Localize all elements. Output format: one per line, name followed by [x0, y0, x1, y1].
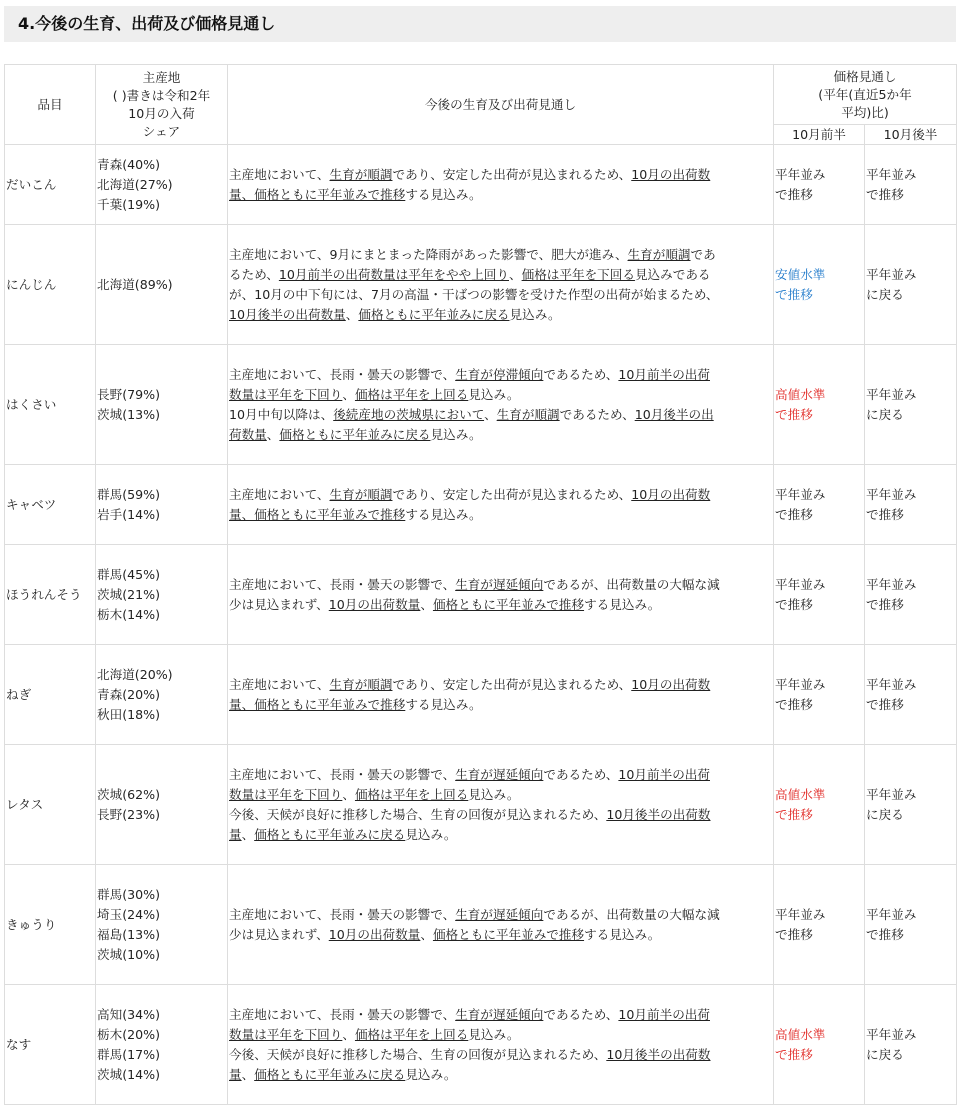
outlook-text: であ [690, 246, 716, 262]
outlook-highlight: 荷数量 [229, 426, 267, 442]
area-share: 千葉(19%) [97, 196, 161, 212]
price-line: 高値水準 [775, 786, 826, 802]
growth-outlook [228, 985, 774, 1105]
area-share: 茨城(21%) [97, 586, 161, 602]
outlook-line [229, 425, 772, 445]
outlook-line [229, 305, 772, 325]
outlook-text: であるため、 [559, 406, 635, 422]
outlook-text: 見込み。 [509, 306, 561, 322]
table-header-row [5, 65, 957, 125]
outlook-highlight: 生育が順調 [627, 246, 691, 262]
outlook-text: であるが、出荷数量の大幅な減 [543, 906, 720, 922]
outlook-line [229, 765, 772, 785]
growth-outlook [228, 145, 774, 225]
item-name: にんじん [5, 225, 96, 345]
price-line: 平年並み [866, 576, 917, 592]
outlook-highlight: 量 [229, 826, 242, 842]
price-line: 平年並み [775, 576, 826, 592]
outlook-text: する見込み。 [584, 596, 661, 612]
outlook-text: であり、安定した出荷が見込まれるため、 [392, 166, 632, 182]
price-line: 平年並み [866, 676, 917, 692]
growth-outlook [228, 645, 774, 745]
price-line: で推移 [775, 286, 813, 302]
outlook-line [229, 385, 772, 405]
outlook-text: であるため、 [543, 1006, 619, 1022]
price-line: 高値水準 [775, 1026, 826, 1042]
outlook-text: 、 [420, 926, 433, 942]
outlook-highlight: 価格は平年を下回る [521, 266, 635, 282]
price-line: で推移 [866, 926, 904, 942]
outlook-line [229, 785, 772, 805]
outlook-highlight: 価格ともに平年並みに戻る [279, 426, 431, 442]
item-name: レタス [5, 745, 96, 865]
area-share: 福島(13%) [97, 926, 161, 942]
outlook-highlight: 量、価格ともに平年並みで推移 [229, 506, 406, 522]
area-share: 北海道(27%) [97, 176, 173, 192]
production-areas [96, 985, 228, 1105]
outlook-text: 、 [342, 786, 355, 802]
price-second-half [865, 345, 957, 465]
header-area-line: ( )書きは令和2年 [112, 87, 211, 103]
header-item: 品目 [5, 65, 96, 145]
outlook-highlight: 10月後半の出荷数 [606, 1046, 711, 1062]
price-first-half [774, 545, 865, 645]
price-line: 平年並み [866, 486, 917, 502]
production-areas [96, 345, 228, 465]
price-first-half [774, 645, 865, 745]
outlook-highlight: 価格ともに平年並みに戻る [254, 826, 406, 842]
price-line: 平年並み [775, 486, 826, 502]
price-line: で推移 [775, 186, 813, 202]
table-row [5, 865, 957, 985]
outlook-line [229, 595, 772, 615]
outlook-text: 主産地において、長雨・曇天の影響で、 [229, 906, 456, 922]
table-row [5, 745, 957, 865]
header-area [96, 65, 228, 145]
outlook-text: 主産地において、 [229, 486, 330, 502]
outlook-text: 、 [342, 386, 355, 402]
outlook-highlight: 生育が停滞傾向 [455, 366, 544, 382]
price-second-half [865, 645, 957, 745]
price-first-half [774, 865, 865, 985]
price-line: に戻る [866, 286, 904, 302]
table-row [5, 225, 957, 345]
outlook-highlight: 数量は平年を下回り [229, 1026, 343, 1042]
outlook-line [229, 245, 772, 265]
outlook-highlight: 価格ともに平年並みで推移 [432, 596, 585, 612]
price-line: 平年並み [866, 786, 917, 802]
table-row [5, 545, 957, 645]
outlook-line [229, 165, 772, 185]
header-price-line: 価格見通し [833, 68, 897, 84]
outlook-line [229, 905, 772, 925]
outlook-highlight: 生育が順調 [329, 486, 393, 502]
price-line: 平年並み [775, 676, 826, 692]
outlook-highlight: 10月後半の出荷数量 [229, 306, 346, 322]
table-row [5, 985, 957, 1105]
outlook-highlight: 価格ともに平年並みで推移 [432, 926, 585, 942]
area-share: 栃木(20%) [97, 1026, 161, 1042]
outlook-text: 、 [345, 306, 359, 322]
outlook-line [229, 405, 772, 425]
growth-outlook [228, 745, 774, 865]
price-first-half [774, 225, 865, 345]
growth-outlook [228, 545, 774, 645]
price-first-half [774, 145, 865, 225]
price-line: で推移 [866, 186, 904, 202]
table-row [5, 645, 957, 745]
production-areas [96, 465, 228, 545]
price-first-half [774, 345, 865, 465]
outlook-highlight: 生育が遅延傾向 [455, 906, 544, 922]
outlook-highlight: 10月の出荷数 [631, 486, 711, 502]
outlook-text: であり、安定した出荷が見込まれるため、 [392, 486, 632, 502]
price-line: で推移 [775, 926, 813, 942]
outlook-text: 見込み。 [468, 1026, 520, 1042]
outlook-highlight: 10月の出荷数 [631, 166, 711, 182]
outlook-highlight: 生育が遅延傾向 [455, 766, 544, 782]
price-line: で推移 [775, 406, 813, 422]
outlook-text: が、10月の中下旬には、7月の高温・干ばつの影響を受けた作型の出荷が始まるため、 [229, 286, 719, 302]
outlook-line [229, 695, 772, 715]
area-share: 長野(23%) [97, 806, 161, 822]
outlook-text: 主産地において、長雨・曇天の影響で、 [229, 576, 456, 592]
outlook-highlight: 10月前半の出荷 [618, 766, 710, 782]
area-share: 高知(34%) [97, 1006, 161, 1022]
growth-outlook [228, 345, 774, 465]
outlook-text: であるため、 [543, 366, 619, 382]
area-share: 埼玉(24%) [97, 906, 161, 922]
section-title: 4.今後の生育、出荷及び価格見通し [4, 6, 956, 42]
area-share: 岩手(14%) [97, 506, 161, 522]
area-share: 群馬(45%) [97, 566, 161, 582]
header-price-line: (平年(直近5か年 [818, 86, 912, 102]
outlook-text: 主産地において、 [229, 676, 330, 692]
outlook-highlight: 10月後半の出 [634, 406, 714, 422]
price-line: で推移 [775, 596, 813, 612]
outlook-highlight: 10月前半の出荷 [618, 366, 710, 382]
outlook-highlight: 価格は平年を上回る [354, 786, 469, 802]
outlook-highlight: 生育が遅延傾向 [455, 1006, 544, 1022]
outlook-line [229, 805, 772, 825]
header-outlook: 今後の生育及び出荷見通し [228, 65, 774, 145]
outlook-highlight: 生育が順調 [329, 166, 393, 182]
table-row [5, 465, 957, 545]
outlook-text: 今後、天候が良好に推移した場合、生育の回復が見込まれるため、 [229, 806, 607, 822]
outlook-text: 少は見込まれず、 [229, 926, 329, 942]
production-areas [96, 225, 228, 345]
outlook-highlight: 10月の出荷数 [631, 676, 711, 692]
outlook-text: 今後、天候が良好に推移した場合、生育の回復が見込まれるため、 [229, 1046, 607, 1062]
outlook-line [229, 365, 772, 385]
area-share: 群馬(59%) [97, 486, 161, 502]
table-row [5, 145, 957, 225]
price-second-half [865, 985, 957, 1105]
table-body [5, 145, 957, 1105]
outlook-line [229, 185, 772, 205]
price-line: に戻る [866, 406, 904, 422]
item-name: キャベツ [5, 465, 96, 545]
production-areas [96, 545, 228, 645]
price-first-half [774, 985, 865, 1105]
growth-outlook [228, 465, 774, 545]
item-name: きゅうり [5, 865, 96, 985]
outlook-highlight: 生育が順調 [329, 676, 393, 692]
outlook-text: 、 [241, 1066, 255, 1082]
outlook-text: 見込み。 [405, 1066, 457, 1082]
price-line: 平年並み [866, 386, 917, 402]
outlook-text: する見込み。 [584, 926, 661, 942]
production-areas [96, 745, 228, 865]
area-share: 茨城(62%) [97, 786, 161, 802]
outlook-highlight: 価格ともに平年並みに戻る [358, 306, 510, 322]
header-area-line: シェア [142, 123, 181, 139]
item-name: はくさい [5, 345, 96, 465]
area-share: 茨城(13%) [97, 406, 161, 422]
outlook-line [229, 575, 772, 595]
outlook-highlight: 量、価格ともに平年並みで推移 [229, 696, 406, 712]
outlook-highlight: 10月前半の出荷数量は平年をやや上回り [278, 266, 509, 282]
area-share: 茨城(10%) [97, 946, 161, 962]
growth-outlook [228, 225, 774, 345]
outlook-text: であるため、 [543, 766, 619, 782]
outlook-highlight: 価格は平年を上回る [354, 386, 469, 402]
area-share: 青森(40%) [97, 156, 161, 172]
outlook-text: 見込みである [634, 266, 711, 282]
price-line: に戻る [866, 1046, 904, 1062]
price-line: 平年並み [775, 906, 826, 922]
price-line: 平年並み [775, 166, 826, 182]
outlook-line [229, 1005, 772, 1025]
outlook-text: 主産地において、長雨・曇天の影響で、 [229, 366, 456, 382]
item-name: なす [5, 985, 96, 1105]
outlook-text: する見込み。 [405, 186, 482, 202]
outlook-text: 見込み。 [405, 826, 457, 842]
price-line: に戻る [866, 806, 904, 822]
growth-outlook [228, 865, 774, 985]
outlook-text: るため、 [229, 266, 279, 282]
area-share: 茨城(14%) [97, 1066, 161, 1082]
outlook-highlight: 量 [229, 1066, 242, 1082]
outlook-line [229, 1025, 772, 1045]
header-price-first: 10月前半 [774, 125, 865, 145]
outlook-highlight: 生育が遅延傾向 [455, 576, 544, 592]
outlook-text: する見込み。 [405, 506, 482, 522]
price-first-half [774, 465, 865, 545]
price-line: 平年並み [866, 166, 917, 182]
price-first-half [774, 745, 865, 865]
outlook-text: 、 [342, 1026, 355, 1042]
outlook-line [229, 505, 772, 525]
outlook-text: であり、安定した出荷が見込まれるため、 [392, 676, 632, 692]
outlook-highlight: 数量は平年を下回り [229, 786, 343, 802]
area-share: 北海道(20%) [97, 666, 173, 682]
production-areas [96, 645, 228, 745]
area-share: 群馬(30%) [97, 886, 161, 902]
item-name: ほうれんそう [5, 545, 96, 645]
outlook-highlight: 10月後半の出荷数 [606, 806, 711, 822]
outlook-text: 主産地において、長雨・曇天の影響で、 [229, 1006, 456, 1022]
area-share: 青森(20%) [97, 686, 161, 702]
header-area-line: 主産地 [142, 69, 181, 85]
outlook-text: 主産地において、長雨・曇天の影響で、 [229, 766, 456, 782]
outlook-text: 、 [241, 826, 255, 842]
outlook-line [229, 285, 772, 305]
outlook-text: 主産地において、9月にまとまった降雨があった影響で、肥大が進み、 [229, 246, 628, 262]
area-share: 秋田(18%) [97, 706, 161, 722]
outlook-line [229, 485, 772, 505]
outlook-text: 見込み。 [468, 386, 520, 402]
price-second-half [865, 145, 957, 225]
outlook-text: 10月中旬以降は、 [229, 406, 334, 422]
outlook-text: 、 [420, 596, 433, 612]
price-second-half [865, 465, 957, 545]
item-name: だいこん [5, 145, 96, 225]
price-line: で推移 [775, 696, 813, 712]
price-second-half [865, 225, 957, 345]
price-line: で推移 [775, 1046, 813, 1062]
outlook-highlight: 価格は平年を上回る [354, 1026, 469, 1042]
outlook-text: であるが、出荷数量の大幅な減 [543, 576, 720, 592]
forecast-table [4, 64, 957, 1105]
outlook-text: する見込み。 [405, 696, 482, 712]
price-second-half [865, 865, 957, 985]
outlook-line [229, 1045, 772, 1065]
area-share: 栃木(14%) [97, 606, 161, 622]
header-area-line: 10月の入荷 [128, 105, 195, 121]
header-price [774, 65, 957, 125]
outlook-line [229, 1065, 772, 1085]
outlook-text: 主産地において、 [229, 166, 330, 182]
header-price-line: 平均)比) [841, 104, 889, 120]
price-line: 平年並み [866, 266, 917, 282]
outlook-text: 、 [484, 406, 497, 422]
outlook-highlight: 数量は平年を下回り [229, 386, 343, 402]
production-areas [96, 865, 228, 985]
price-second-half [865, 545, 957, 645]
outlook-text: 少は見込まれず、 [229, 596, 329, 612]
price-line: で推移 [866, 596, 904, 612]
area-share: 群馬(17%) [97, 1046, 161, 1062]
outlook-line [229, 675, 772, 695]
outlook-text: 見込み。 [430, 426, 482, 442]
price-line: 安値水準 [775, 266, 826, 282]
outlook-highlight: 後続産地の茨城県において [333, 406, 485, 422]
item-name: ねぎ [5, 645, 96, 745]
price-line: で推移 [866, 696, 904, 712]
price-second-half [865, 745, 957, 865]
price-line: 平年並み [866, 906, 917, 922]
outlook-text: 、 [266, 426, 280, 442]
outlook-highlight: 10月前半の出荷 [618, 1006, 710, 1022]
outlook-highlight: 10月の出荷数量 [328, 926, 421, 942]
outlook-highlight: 10月の出荷数量 [328, 596, 421, 612]
outlook-line [229, 825, 772, 845]
outlook-line [229, 925, 772, 945]
price-line: 平年並み [866, 1026, 917, 1042]
outlook-highlight: 量、価格ともに平年並みで推移 [229, 186, 406, 202]
outlook-highlight: 生育が順調 [496, 406, 560, 422]
price-line: で推移 [775, 806, 813, 822]
price-line: で推移 [866, 506, 904, 522]
table-row [5, 345, 957, 465]
price-line: 高値水準 [775, 386, 826, 402]
production-areas [96, 145, 228, 225]
price-line: で推移 [775, 506, 813, 522]
outlook-text: 見込み。 [468, 786, 520, 802]
outlook-highlight: 価格ともに平年並みに戻る [254, 1066, 406, 1082]
area-share: 北海道(89%) [97, 276, 173, 292]
outlook-text: 、 [509, 266, 522, 282]
area-share: 長野(79%) [97, 386, 161, 402]
outlook-line [229, 265, 772, 285]
header-price-second: 10月後半 [865, 125, 957, 145]
